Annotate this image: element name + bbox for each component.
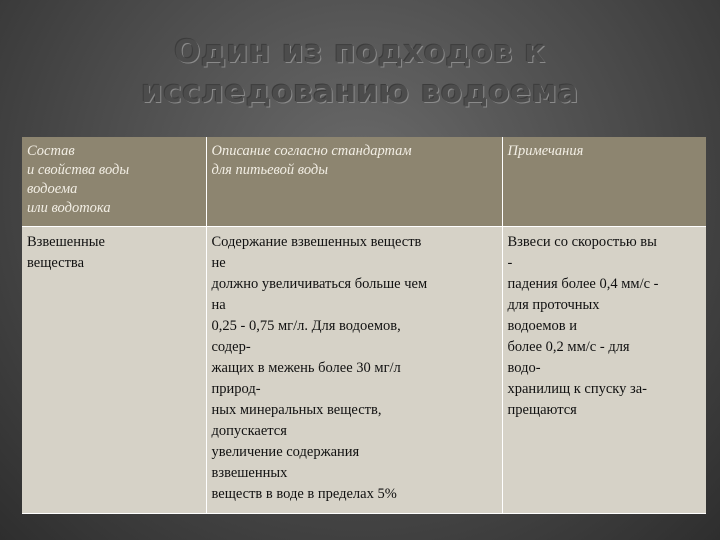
header-text: Состав: [27, 143, 75, 159]
cell-text: Взвеси со скоростью вы: [507, 234, 657, 250]
header-text: и свойства воды: [27, 162, 130, 178]
cell-text: не: [211, 255, 226, 271]
cell-text: должно увеличиваться больше чем: [211, 276, 428, 292]
slide-title-line-2: исследованию водоема: [141, 74, 579, 110]
cell-text: 0,25 - 0,75 мг/л. Для водоемов,: [211, 318, 401, 334]
header-cell-description: [206, 137, 502, 227]
header-cell-notes: [502, 137, 706, 227]
cell-text: хранилищ к спуску за-: [507, 381, 647, 397]
header-text: Примечания: [507, 143, 584, 159]
water-body-table: [22, 137, 706, 514]
cell-text: вещества: [27, 255, 85, 271]
cell-text: Взвешенные: [27, 234, 105, 250]
cell-notes: [502, 227, 706, 514]
cell-text: увеличение содержания: [211, 444, 360, 460]
table-header-row: [22, 137, 706, 227]
slide-title-line-1: Один из подходов к: [174, 34, 546, 70]
header-text: для питьевой воды: [211, 162, 329, 178]
cell-text: прещаются: [507, 402, 577, 418]
header-text: Описание согласно стандартам: [211, 143, 412, 159]
cell-text: допускается: [211, 423, 287, 439]
cell-text: Содержание взвешенных веществ: [211, 234, 422, 250]
cell-text: природ-: [211, 381, 261, 397]
cell-text: водо-: [507, 360, 541, 376]
cell-text: веществ в воде в пределах 5%: [211, 486, 397, 502]
cell-text: падения более 0,4 мм/с -: [507, 276, 659, 292]
table-row: [22, 227, 706, 514]
slide-title: [0, 32, 720, 112]
cell-text: более 0,2 мм/с - для: [507, 339, 630, 355]
cell-text: содер-: [211, 339, 251, 355]
cell-text: ных минеральных веществ,: [211, 402, 382, 418]
header-cell-composition: [22, 137, 206, 227]
cell-text: для проточных: [507, 297, 600, 313]
header-text: или водотока: [27, 200, 111, 216]
cell-text: водоемов и: [507, 318, 577, 334]
cell-description: [206, 227, 502, 514]
cell-text: -: [507, 255, 513, 271]
cell-text: на: [211, 297, 226, 313]
cell-substance: [22, 227, 206, 514]
cell-text: взвешенных: [211, 465, 288, 481]
cell-text: жащих в межень более 30 мг/л: [211, 360, 401, 376]
header-text: водоема: [27, 181, 78, 197]
